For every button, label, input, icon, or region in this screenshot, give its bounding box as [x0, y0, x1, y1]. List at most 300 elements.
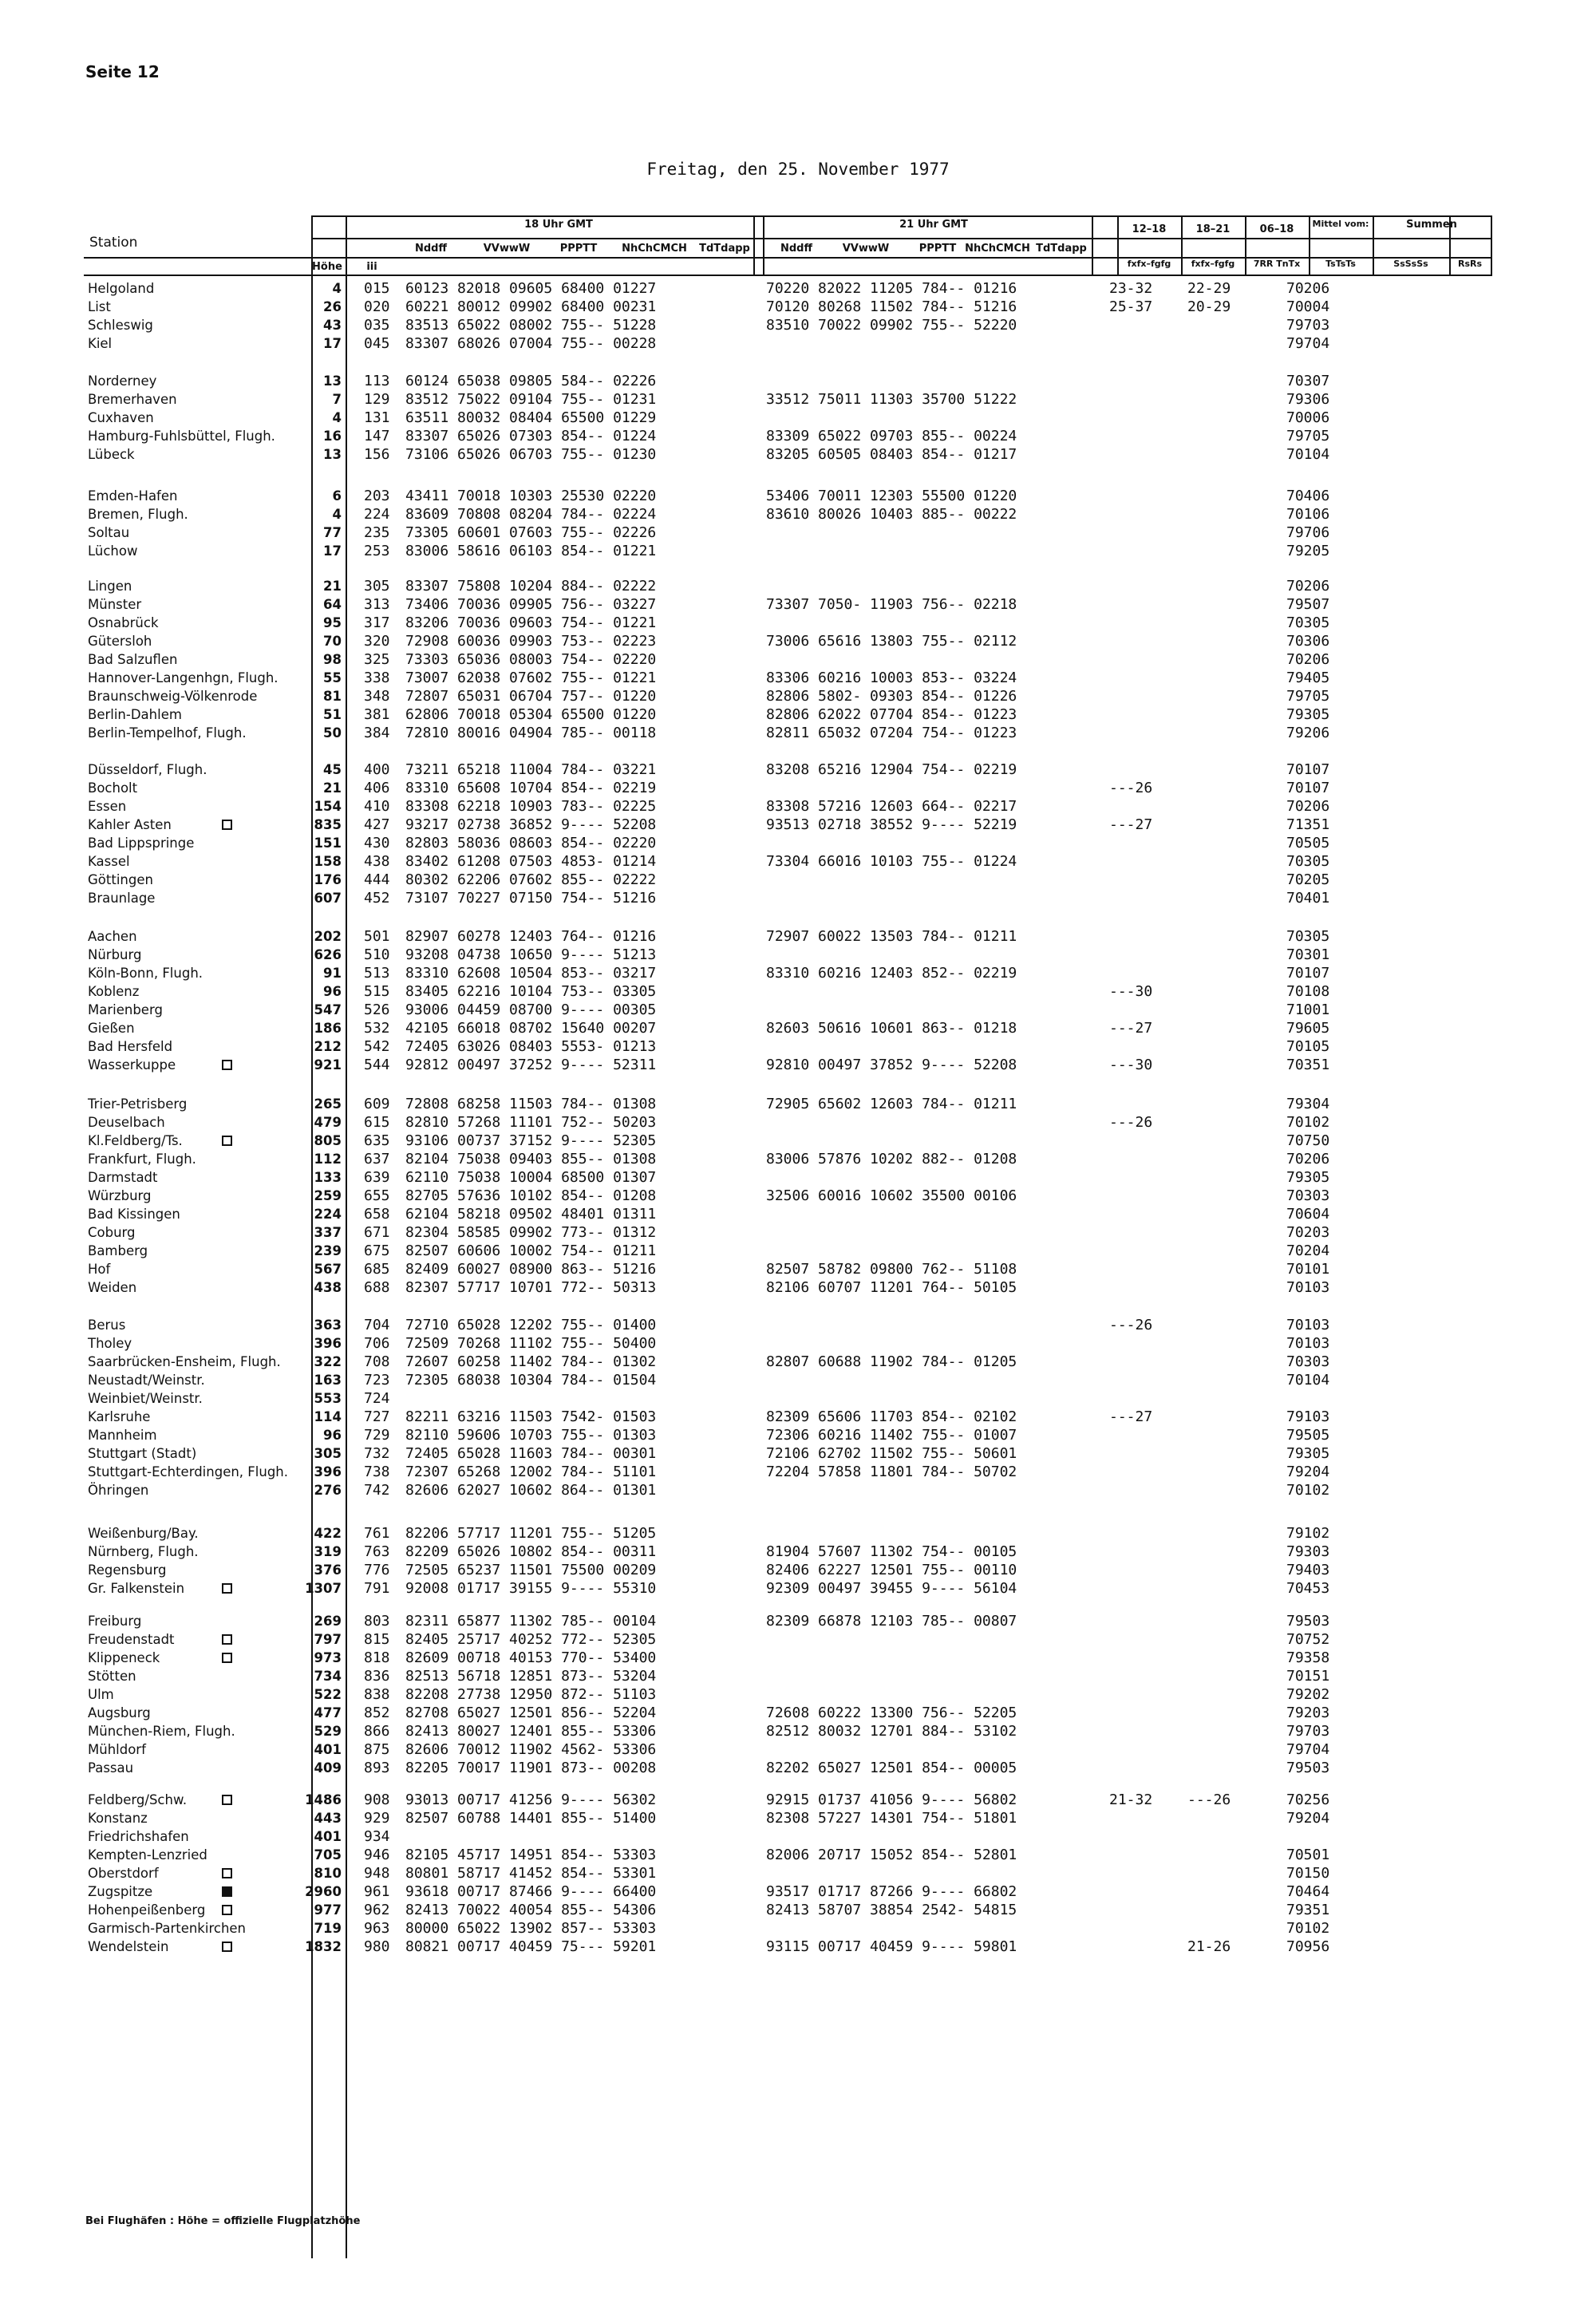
table-row: [0, 279, 1596, 298]
precip-temp-06-18: 79204: [1286, 1810, 1330, 1827]
obs-18-utc: 82110 59606 10703 755-- 01303: [405, 1427, 657, 1444]
range-12-18: 12–18: [1132, 223, 1167, 235]
gust-12-18: 23-32: [1109, 280, 1153, 297]
table-row: [0, 372, 1596, 390]
station-altitude: 977: [314, 1902, 342, 1918]
table-row: [0, 816, 1596, 834]
obs-18-utc: 72509 70268 11102 755-- 50400: [405, 1335, 657, 1352]
table-row: [0, 632, 1596, 650]
station-code: 430: [364, 835, 390, 851]
precip-temp-06-18: 70305: [1286, 853, 1330, 870]
precip-temp-06-18: 79405: [1286, 670, 1330, 686]
station-code: 761: [364, 1525, 390, 1542]
table-row: [0, 505, 1596, 523]
precip-temp-06-18: 79202: [1286, 1686, 1330, 1703]
station-altitude: 396: [314, 1336, 342, 1351]
station-name: Öhringen: [88, 1483, 149, 1498]
station-altitude: 567: [314, 1262, 342, 1277]
station-code: 325: [364, 651, 390, 668]
station-name: Bad Salzuflen: [88, 652, 178, 667]
precip-temp-06-18: 79206: [1286, 725, 1330, 741]
obs-21-utc: 83308 57216 12603 664-- 02217: [766, 798, 1017, 815]
station-code: 615: [364, 1114, 390, 1131]
station-altitude: 95: [323, 615, 342, 630]
station-altitude: 401: [314, 1742, 342, 1757]
obs-21-utc: 53406 70011 12303 55500 01220: [766, 488, 1017, 504]
station-altitude: 50: [323, 725, 342, 741]
obs-18-utc: 92812 00497 37252 9---- 52311: [405, 1057, 657, 1073]
station-code: 348: [364, 688, 390, 705]
station-name: Hannover-Langenhgn, Flugh.: [88, 670, 279, 685]
station-name: Bamberg: [88, 1243, 148, 1258]
table-row: [0, 1334, 1596, 1353]
sub-fx-1: fxfx–fgfg: [1127, 259, 1171, 269]
precip-temp-06-18: 70303: [1286, 1187, 1330, 1204]
obs-18-utc: 72810 80016 04904 785-- 00118: [405, 725, 657, 741]
station-altitude: 77: [323, 525, 342, 540]
station-altitude: 1486: [305, 1792, 342, 1807]
station-code: 305: [364, 578, 390, 595]
station-name: Schleswig: [88, 318, 153, 333]
table-row: [0, 964, 1596, 982]
station-code: 427: [364, 816, 390, 833]
obs-18-utc: 82609 00718 40153 770-- 53400: [405, 1649, 657, 1666]
obs-21-utc: 82603 50616 10601 863-- 01218: [766, 1020, 1017, 1037]
station-name: Wasserkuppe: [88, 1057, 176, 1072]
station-altitude: 202: [314, 929, 342, 944]
obs-21-utc: 72905 65602 12603 784-- 01211: [766, 1096, 1017, 1112]
precip-temp-06-18: 79503: [1286, 1613, 1330, 1629]
station-altitude: 96: [323, 1428, 342, 1443]
table-row: [0, 1205, 1596, 1223]
obs-18-utc: 72807 65031 06704 757-- 01220: [405, 688, 657, 705]
precip-temp-06-18: 70102: [1286, 1920, 1330, 1937]
table-row: [0, 1630, 1596, 1649]
station-altitude: 45: [323, 762, 342, 777]
station-altitude: 259: [314, 1188, 342, 1203]
station-code: 723: [364, 1372, 390, 1389]
obs-18-utc: 82205 70017 11901 873-- 00208: [405, 1760, 657, 1776]
station-code: 338: [364, 670, 390, 686]
obs-18-utc: 82810 57268 11101 752-- 50203: [405, 1114, 657, 1131]
station-code: 406: [364, 780, 390, 796]
obs-18-utc: 82104 75038 09403 855-- 01308: [405, 1151, 657, 1167]
station-name: Konstanz: [88, 1811, 148, 1826]
station-altitude: 2960: [305, 1884, 342, 1899]
station-altitude: 547: [314, 1002, 342, 1017]
station-code: 510: [364, 946, 390, 963]
station-code: 147: [364, 428, 390, 444]
precip-temp-06-18: 70204: [1286, 1242, 1330, 1259]
station-name: Augsburg: [88, 1705, 151, 1720]
obs-21-utc: 82202 65027 12501 854-- 00005: [766, 1760, 1017, 1776]
obs-18-utc: 82211 63216 11503 7542- 01503: [405, 1408, 657, 1425]
obs-18-utc: 72908 60036 09903 753-- 02223: [405, 633, 657, 650]
obs-18-utc: 82413 80027 12401 855-- 53306: [405, 1723, 657, 1740]
obs-18-utc: 83310 65608 10704 854-- 02219: [405, 780, 657, 796]
obs-18-utc: 83308 62218 10903 783-- 02225: [405, 798, 657, 815]
obs-21-utc: 93115 00717 40459 9---- 59801: [766, 1938, 1017, 1955]
station-name: Kempten-Lenzried: [88, 1847, 207, 1863]
table-row: [0, 687, 1596, 705]
station-altitude: 265: [314, 1096, 342, 1112]
range-06-18: 06–18: [1259, 223, 1294, 235]
precip-temp-06-18: 79703: [1286, 317, 1330, 334]
station-altitude: 43: [323, 318, 342, 333]
station-name: Kl.Feldberg/Ts.: [88, 1133, 183, 1148]
station-name: Saarbrücken-Ensheim, Flugh.: [88, 1354, 281, 1369]
obs-21-utc: 82309 65606 11703 854-- 02102: [766, 1408, 1017, 1425]
obs-18-utc: 83307 75808 10204 884-- 02222: [405, 578, 657, 595]
obs-21-utc: 72106 62702 11502 755-- 50601: [766, 1445, 1017, 1462]
station-code: 113: [364, 373, 390, 389]
obs-21-utc: 70120 80268 11502 784-- 51216: [766, 298, 1017, 315]
station-altitude: 1307: [305, 1581, 342, 1596]
station-altitude: 98: [323, 652, 342, 667]
station-name: Oberstdorf: [88, 1866, 159, 1881]
obs-21-utc: 72907 60022 13503 784-- 01211: [766, 928, 1017, 945]
obs-18-utc: 80302 62206 07602 855-- 02222: [405, 871, 657, 888]
table-row: [0, 705, 1596, 724]
obs-18-utc: 73406 70036 09905 756-- 03227: [405, 596, 657, 613]
station-name: Ulm: [88, 1687, 114, 1702]
obs-18-utc: 82708 65027 12501 856-- 52204: [405, 1705, 657, 1721]
station-name: List: [88, 299, 111, 314]
obs-21-utc: 72306 60216 11402 755-- 01007: [766, 1427, 1017, 1444]
station-altitude: 17: [323, 336, 342, 351]
table-row: [0, 1037, 1596, 1056]
precip-temp-06-18: 79704: [1286, 1741, 1330, 1758]
station-altitude: 438: [314, 1280, 342, 1295]
gust-18-21: ---26: [1187, 1791, 1231, 1808]
obs-18-utc: 72505 65237 11501 75500 00209: [405, 1562, 657, 1578]
station-code: 253: [364, 543, 390, 559]
page-number: Seite 12: [85, 62, 160, 81]
station-altitude: 163: [314, 1373, 342, 1388]
precip-temp-06-18: 70108: [1286, 983, 1330, 1000]
obs-18-utc: 62104 58218 09502 48401 01311: [405, 1206, 657, 1223]
station-code: 020: [364, 298, 390, 315]
table-row: [0, 946, 1596, 964]
station-code: 963: [364, 1920, 390, 1937]
precip-temp-06-18: 79705: [1286, 428, 1330, 444]
station-altitude: 176: [314, 872, 342, 887]
precip-temp-06-18: 79205: [1286, 543, 1330, 559]
station-altitude: 522: [314, 1687, 342, 1702]
col-21-vvwww: VVwwW: [842, 243, 890, 255]
gust-12-18: 25-37: [1109, 298, 1153, 315]
obs-21-utc: 70220 82022 11205 784-- 01216: [766, 280, 1017, 297]
station-name: Bad Lippspringe: [88, 835, 195, 851]
station-name: Hof: [88, 1262, 111, 1277]
obs-18-utc: 80000 65022 13902 857-- 53303: [405, 1920, 657, 1937]
precip-temp-06-18: 70301: [1286, 946, 1330, 963]
station-code: 875: [364, 1741, 390, 1758]
table-row: [0, 1389, 1596, 1408]
obs-21-utc: 83208 65216 12904 754-- 02219: [766, 761, 1017, 778]
station-altitude: 276: [314, 1483, 342, 1498]
station-altitude: 337: [314, 1225, 342, 1240]
station-name: Neustadt/Weinstr.: [88, 1373, 205, 1388]
station-name: Kahler Asten: [88, 817, 172, 832]
station-altitude: 396: [314, 1464, 342, 1479]
station-code: 893: [364, 1760, 390, 1776]
obs-18-utc: 72710 65028 12202 755-- 01400: [405, 1317, 657, 1333]
station-code: 704: [364, 1317, 390, 1333]
table-row: [0, 889, 1596, 907]
station-altitude: 4: [332, 507, 342, 522]
obs-21-utc: 81904 57607 11302 754-- 00105: [766, 1543, 1017, 1560]
col-18-vvwww: VVwwW: [483, 243, 531, 255]
table-row: [0, 1371, 1596, 1389]
station-code: 685: [364, 1261, 390, 1278]
obs-18-utc: 60123 82018 09605 68400 01227: [405, 280, 657, 297]
station-name: Gütersloh: [88, 634, 152, 649]
station-code: 410: [364, 798, 390, 815]
precip-temp-06-18: 70464: [1286, 1883, 1330, 1900]
obs-18-utc: 82209 65026 10802 854-- 00311: [405, 1543, 657, 1560]
table-row: [0, 1408, 1596, 1426]
station-name: Bad Hersfeld: [88, 1039, 173, 1054]
station-altitude: 17: [323, 543, 342, 559]
col-21-clouds: NhChCMCH: [965, 243, 1030, 255]
obs-21-utc: 82413 58707 38854 2542- 54815: [766, 1902, 1017, 1918]
station-altitude: 1832: [305, 1939, 342, 1954]
obs-18-utc: 82606 62027 10602 864-- 01301: [405, 1482, 657, 1499]
station-name: Wendelstein: [88, 1939, 169, 1954]
obs-18-utc: 82705 57636 10102 854-- 01208: [405, 1187, 657, 1204]
sub-ts: TsTsTs: [1325, 259, 1356, 269]
precip-temp-06-18: 70106: [1286, 506, 1330, 523]
station-code: 675: [364, 1242, 390, 1259]
station-name: Stötten: [88, 1669, 136, 1684]
precip-temp-06-18: 79102: [1286, 1525, 1330, 1542]
table-row: [0, 1759, 1596, 1777]
obs-18-utc: 82606 70012 11902 4562- 53306: [405, 1741, 657, 1758]
obs-21-utc: 72204 57858 11801 784-- 50702: [766, 1464, 1017, 1480]
station-altitude: 705: [314, 1847, 342, 1863]
obs-21-utc: 82006 20717 15052 854-- 52801: [766, 1847, 1017, 1863]
table-row: [0, 1278, 1596, 1297]
precip-temp-06-18: 70205: [1286, 871, 1330, 888]
station-altitude: 835: [314, 817, 342, 832]
station-code: 444: [364, 871, 390, 888]
precip-temp-06-18: 70206: [1286, 651, 1330, 668]
station-name: Freudenstadt: [88, 1632, 175, 1647]
obs-18-utc: 82907 60278 12403 764-- 01216: [405, 928, 657, 945]
obs-18-utc: 83402 61208 07503 4853- 01214: [405, 853, 657, 870]
station-altitude: 26: [323, 299, 342, 314]
station-name: Essen: [88, 799, 127, 814]
obs-21-utc: 93517 01717 87266 9---- 66802: [766, 1883, 1017, 1900]
table-row: [0, 1223, 1596, 1242]
table-row: [0, 542, 1596, 560]
station-code: 156: [364, 446, 390, 463]
table-row: [0, 614, 1596, 632]
col-21-ppptt: PPPTT: [918, 243, 957, 255]
station-altitude: 376: [314, 1562, 342, 1578]
obs-18-utc: 92008 01717 39155 9---- 55310: [405, 1580, 657, 1597]
station-code: 384: [364, 725, 390, 741]
obs-18-utc: 82507 60606 10002 754-- 01211: [405, 1242, 657, 1259]
col-18-tdapp: TdTdapp: [699, 243, 750, 255]
station-altitude: 805: [314, 1133, 342, 1148]
obs-21-utc: 83006 57876 10202 882-- 01208: [766, 1151, 1017, 1167]
table-row: [0, 1722, 1596, 1740]
obs-18-utc: 82507 60788 14401 855-- 51400: [405, 1810, 657, 1827]
station-code: 980: [364, 1938, 390, 1955]
station-altitude: 13: [323, 447, 342, 462]
station-altitude: 51: [323, 707, 342, 722]
station-name: Stuttgart-Echterdingen, Flugh.: [88, 1464, 288, 1479]
col-21-tdapp: TdTdapp: [1036, 243, 1087, 255]
precip-temp-06-18: 70105: [1286, 1038, 1330, 1055]
obs-18-utc: 82208 27738 12950 872-- 51103: [405, 1686, 657, 1703]
obs-21-utc: 92309 00497 39455 9---- 56104: [766, 1580, 1017, 1597]
table-row: [0, 1938, 1596, 1956]
table-row: [0, 669, 1596, 687]
station-name: Aachen: [88, 929, 137, 944]
table-row: [0, 1150, 1596, 1168]
gust-12-18: ---26: [1109, 1114, 1153, 1131]
station-name: Berlin-Dahlem: [88, 707, 182, 722]
station-code: 452: [364, 890, 390, 907]
station-altitude: 154: [314, 799, 342, 814]
station-name: Würzburg: [88, 1188, 152, 1203]
table-row: [0, 1524, 1596, 1543]
table-row: [0, 1187, 1596, 1205]
precip-temp-06-18: 79204: [1286, 1464, 1330, 1480]
obs-18-utc: 93013 00717 41256 9---- 56302: [405, 1791, 657, 1808]
obs-21-utc: 73006 65616 13803 755-- 02112: [766, 633, 1017, 650]
station-name: Nürnberg, Flugh.: [88, 1544, 199, 1559]
station-altitude: 363: [314, 1317, 342, 1333]
sub-fx-2: fxfx–fgfg: [1191, 259, 1235, 269]
table-row: [0, 1001, 1596, 1019]
obs-18-utc: 72808 68258 11503 784-- 01308: [405, 1096, 657, 1112]
precip-temp-06-18: 79704: [1286, 335, 1330, 352]
range-18-21: 18–21: [1195, 223, 1231, 235]
precip-temp-06-18: 70752: [1286, 1631, 1330, 1648]
obs-18-utc: 93006 04459 08700 9---- 00305: [405, 1001, 657, 1018]
table-row: [0, 779, 1596, 797]
station-code: 818: [364, 1649, 390, 1666]
station-code: 438: [364, 853, 390, 870]
station-altitude: 114: [314, 1409, 342, 1424]
station-altitude: 81: [323, 689, 342, 704]
table-row: [0, 1561, 1596, 1579]
obs-18-utc: 82409 60027 08900 863-- 51216: [405, 1261, 657, 1278]
station-altitude: 151: [314, 835, 342, 851]
obs-21-utc: 72608 60222 13300 756-- 52205: [766, 1705, 1017, 1721]
table-row: [0, 1095, 1596, 1113]
sub-rs: RsRs: [1457, 259, 1483, 269]
station-name: Weiden: [88, 1280, 137, 1295]
station-altitude: 6: [332, 488, 342, 504]
obs-18-utc: 82206 57717 11201 755-- 51205: [405, 1525, 657, 1542]
obs-21-utc: 33512 75011 11303 35700 51222: [766, 391, 1017, 408]
precip-temp-06-18: 70401: [1286, 890, 1330, 907]
station-code: 129: [364, 391, 390, 408]
station-name: Köln-Bonn, Flugh.: [88, 966, 203, 981]
obs-21-utc: 92915 01737 41056 9---- 56802: [766, 1791, 1017, 1808]
precip-temp-06-18: 70604: [1286, 1206, 1330, 1223]
table-row: [0, 1846, 1596, 1864]
station-altitude: 409: [314, 1760, 342, 1776]
precip-temp-06-18: 70006: [1286, 409, 1330, 426]
obs-21-utc: 83310 60216 12403 852-- 02219: [766, 965, 1017, 982]
station-name: Darmstadt: [88, 1170, 158, 1185]
station-altitude: 21: [323, 579, 342, 594]
open-square-icon: [222, 1583, 232, 1594]
station-altitude: 734: [314, 1669, 342, 1684]
obs-18-utc: 83513 65022 08002 755-- 51228: [405, 317, 657, 334]
precip-temp-06-18: 79703: [1286, 1723, 1330, 1740]
obs-18-utc: 93618 00717 87466 9---- 66400: [405, 1883, 657, 1900]
col-18-ppptt: PPPTT: [559, 243, 598, 255]
station-altitude: 401: [314, 1829, 342, 1844]
station-code: 791: [364, 1580, 390, 1597]
station-code: 526: [364, 1001, 390, 1018]
station-altitude: 4: [332, 281, 342, 296]
open-square-icon: [222, 820, 232, 830]
station-code: 962: [364, 1902, 390, 1918]
obs-21-utc: 83205 60505 08403 854-- 01217: [766, 446, 1017, 463]
precip-temp-06-18: 70102: [1286, 1114, 1330, 1131]
station-name: Norderney: [88, 373, 157, 389]
station-altitude: 112: [314, 1152, 342, 1167]
obs-18-utc: 83006 58616 06103 854-- 01221: [405, 543, 657, 559]
station-name: Lingen: [88, 579, 132, 594]
station-name: Nürburg: [88, 947, 142, 962]
station-altitude: 96: [323, 984, 342, 999]
obs-18-utc: 83307 65026 07303 854-- 01224: [405, 428, 657, 444]
precip-temp-06-18: 70101: [1286, 1261, 1330, 1278]
station-code: 655: [364, 1187, 390, 1204]
station-name: Hohenpeißenberg: [88, 1902, 206, 1918]
gust-12-18: ---26: [1109, 1317, 1153, 1333]
table-row: [0, 595, 1596, 614]
station-code: 732: [364, 1445, 390, 1462]
obs-18-utc: 73007 62038 07602 755-- 01221: [405, 670, 657, 686]
station-code: 729: [364, 1427, 390, 1444]
station-code: 866: [364, 1723, 390, 1740]
precip-temp-06-18: 70307: [1286, 373, 1330, 389]
obs-18-utc: 60221 80012 09902 68400 00231: [405, 298, 657, 315]
station-name: Regensburg: [88, 1562, 167, 1578]
obs-18-utc: 82311 65877 11302 785-- 00104: [405, 1613, 657, 1629]
obs-21-utc: 82507 58782 09800 762-- 51108: [766, 1261, 1017, 1278]
table-row: [0, 1481, 1596, 1499]
obs-21-utc: 83610 80026 10403 885-- 00222: [766, 506, 1017, 523]
group-21-header: 21 Uhr GMT: [899, 219, 968, 231]
station-altitude: 797: [314, 1632, 342, 1647]
table-row: [0, 982, 1596, 1001]
station-altitude: 479: [314, 1115, 342, 1130]
precip-temp-06-18: 79705: [1286, 688, 1330, 705]
station-name: Berlin-Tempelhof, Flugh.: [88, 725, 247, 741]
precip-temp-06-18: 79503: [1286, 1760, 1330, 1776]
station-code: 815: [364, 1631, 390, 1648]
open-square-icon: [222, 1868, 232, 1878]
station-altitude: 269: [314, 1614, 342, 1629]
station-code: 317: [364, 614, 390, 631]
obs-21-utc: 82811 65032 07204 754-- 01223: [766, 725, 1017, 741]
obs-18-utc: 62110 75038 10004 68500 01307: [405, 1169, 657, 1186]
obs-21-utc: 83306 60216 10003 853-- 03224: [766, 670, 1017, 686]
open-square-icon: [222, 1060, 232, 1070]
station-code: 908: [364, 1791, 390, 1808]
